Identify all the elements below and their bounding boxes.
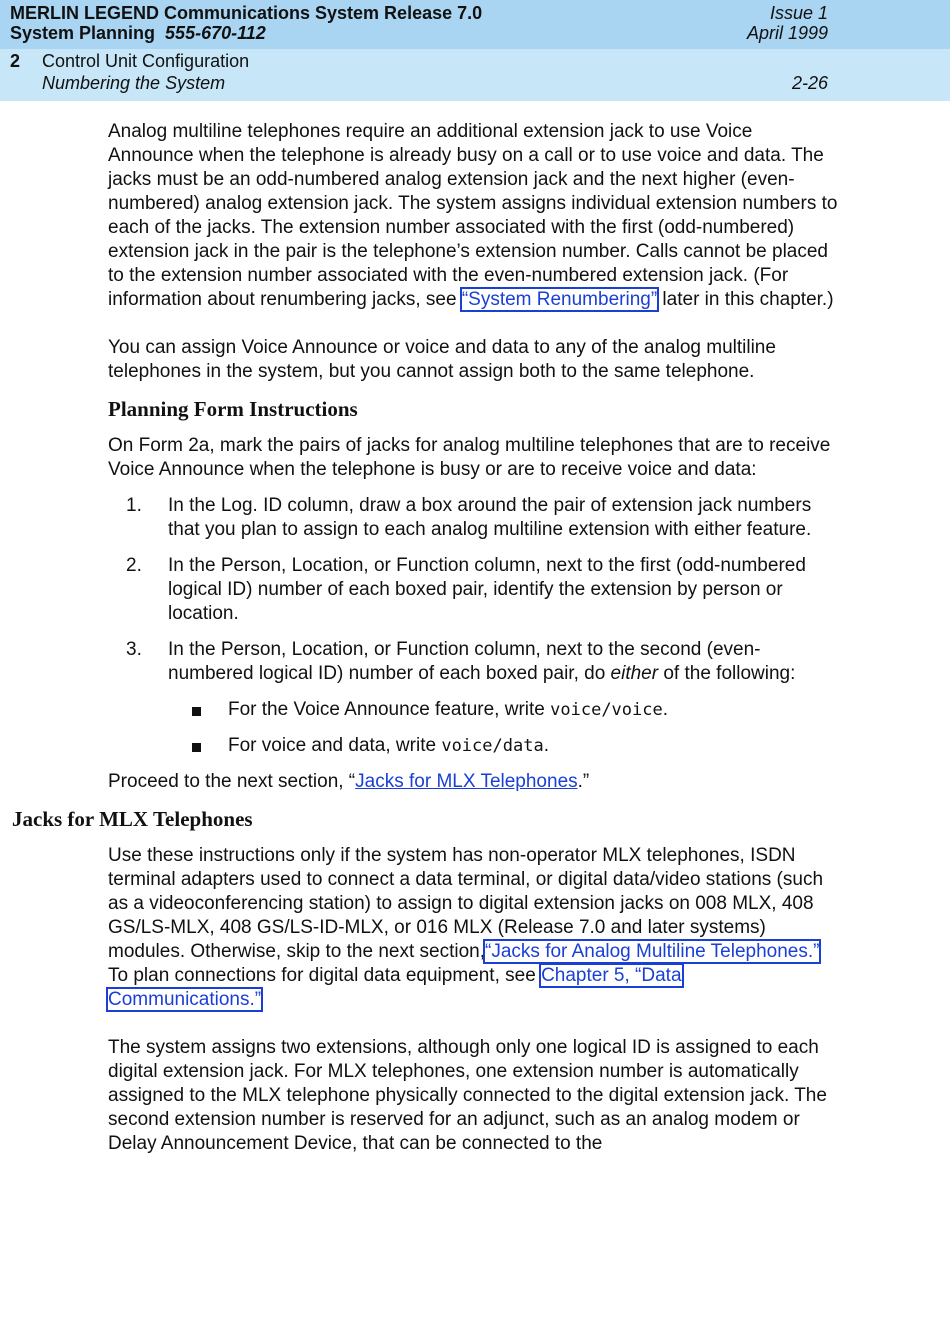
section-title: Numbering the System	[42, 73, 226, 93]
step-text: In the Person, Location, or Function column, next to the first (odd-numbered logical ID) number of each boxed pair, identify the extension by person or location.	[168, 555, 806, 624]
paragraph-text: Proceed to the next section, “	[108, 771, 356, 792]
list-item	[108, 638, 838, 758]
list-item	[108, 554, 838, 626]
paragraph-text: later in this chapter.)	[657, 289, 834, 310]
chapter-title: Control Unit Configuration	[42, 51, 250, 71]
heading-jacks-for-mlx-telephones: Jacks for MLX Telephones	[12, 807, 253, 831]
page-header	[0, 0, 950, 101]
heading-planning-form-instructions: Planning Form Instructions	[108, 397, 358, 421]
issue-date: April 1999	[746, 23, 828, 43]
code-voice-voice: voice/voice	[550, 700, 663, 720]
step-number: 3.	[126, 639, 142, 660]
list-item	[108, 734, 838, 758]
link-jacks-for-analog-multiline[interactable]: “Jacks for Analog Multiline Telephones.”	[485, 941, 820, 962]
bullet-square-icon	[192, 743, 201, 752]
step-number: 2.	[126, 555, 142, 576]
step-text: In the Person, Location, or Function column, next to the second (even-numbered logical ID) number of each boxed pair, do	[168, 639, 761, 684]
bullet-text: For the Voice Announce feature, write	[228, 699, 551, 720]
paragraph-text: .”	[577, 771, 590, 792]
link-jacks-for-mlx-telephones[interactable]: Jacks for MLX Telephones	[355, 771, 578, 792]
document-title: MERLIN LEGEND Communications System Release 7.0	[10, 3, 483, 23]
paragraph-form-2a: On Form 2a, mark the pairs of jacks for analog multiline telephones that are to receive Voice Announce when the telephone is busy or are to receive voice and data:	[108, 435, 831, 480]
paragraph-mlx-instructions	[108, 844, 838, 1012]
paragraph-text: To plan connections for digital data equipment, see	[108, 965, 542, 986]
link-chapter-5-data-communications[interactable]: Chapter 5, “Data Communications.”	[108, 965, 682, 1010]
paragraph-text: Analog multiline telephones require an additional extension jack to use Voice Announce when the telephone is already busy on a call or to use voice and data. The jacks must be an odd-numbered analog extension jack and the next higher (even-numbered) analog extension jack. The system assigns individual extension numbers to each of the jacks. The extension number associated with the first (odd-numbered) extension jack in the pair is the telephone’s extension number. Calls cannot be placed to the extension number associated with the even-numbered extension jack. (For information about renumbering jacks, see	[108, 121, 838, 310]
step-number: 1.	[126, 495, 142, 516]
subtitle-text: System Planning	[10, 23, 156, 43]
issue-label: Issue 1	[769, 3, 828, 23]
paragraph-analog-jacks	[108, 120, 838, 312]
page-content	[12, 120, 838, 1156]
paragraph-assign-voice: You can assign Voice Announce or voice and data to any of the analog multiline telephones in the system, but you cannot assign both to the same telephone.	[108, 337, 776, 382]
document-subtitle	[10, 24, 266, 43]
list-item	[108, 494, 838, 542]
option-bullets	[108, 698, 838, 758]
paragraph-text: Use these instructions only if the system has non-operator MLX telephones, ISDN terminal adapters used to connect a data terminal, or digital data/video stations (such as a videoconferencing station) to assign to digital extension jacks on 008 MLX, 408 GS/LS-MLX, 408 GS/LS-ID-MLX, or 016 MLX (Release 7.0 and later systems) modules. Otherwise, skip to the next section,	[108, 845, 824, 962]
bullet-square-icon	[192, 707, 201, 716]
paragraph-two-extensions: The system assigns two extensions, although only one logical ID is assigned to each digital extension jack. For MLX telephones, one extension number is automatically assigned to the MLX telephone physically connected to the digital extension jack. The second extension number is reserved for an adjunct, such as an analog modem or Delay Announcement Device, that can be connected to the	[108, 1037, 827, 1154]
bullet-end: .	[662, 699, 669, 720]
step-text: In the Log. ID column, draw a box around the pair of extension jack numbers that you plan to assign to each analog multiline extension with either feature.	[168, 495, 812, 540]
page-number: 2-26	[791, 73, 828, 93]
paragraph-proceed	[108, 770, 838, 794]
bullet-end: .	[543, 735, 549, 756]
instruction-steps	[108, 494, 838, 758]
chapter-number: 2	[10, 51, 21, 71]
step-text: of the following:	[658, 663, 796, 684]
document-number: 555-670-112	[165, 23, 266, 43]
link-system-renumbering[interactable]: “System Renumbering”	[461, 289, 658, 310]
step-emphasis: either	[610, 663, 659, 684]
code-voice-data: voice/data	[441, 736, 544, 756]
list-item	[108, 698, 838, 722]
bullet-text: For voice and data, write	[228, 735, 442, 756]
